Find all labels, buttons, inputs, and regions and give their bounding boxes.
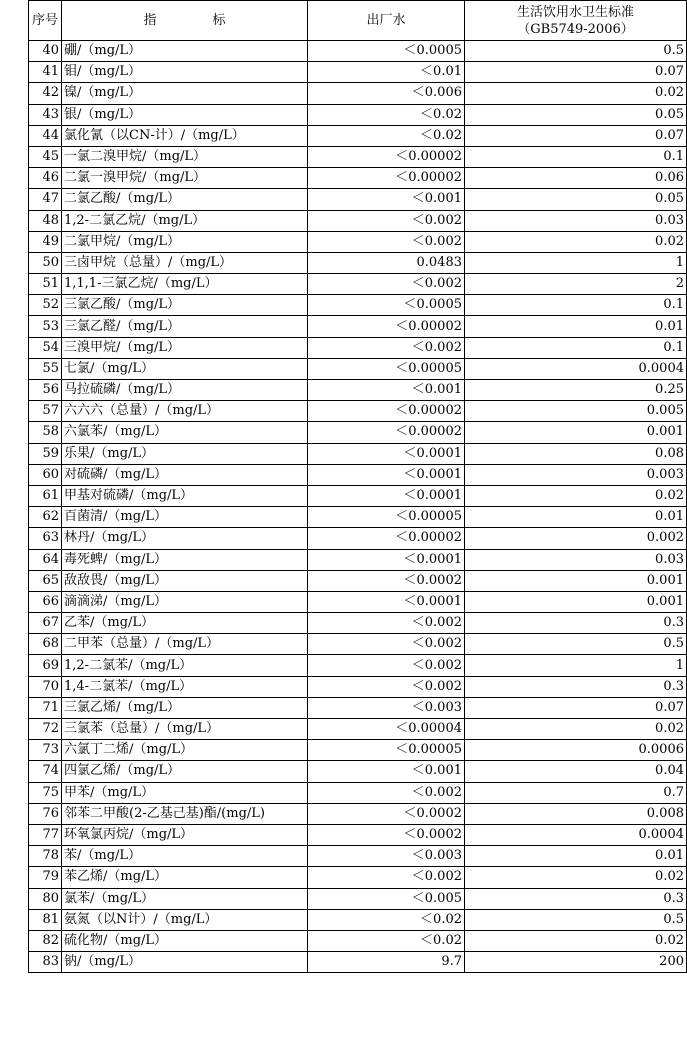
row-standard-value: 0.02 xyxy=(465,867,687,888)
row-indicator: 七氯/（mg/L） xyxy=(62,358,308,379)
row-standard-value: 0.5 xyxy=(465,909,687,930)
row-indicator: 乙苯/（mg/L） xyxy=(62,613,308,634)
row-standard-value: 0.001 xyxy=(465,422,687,443)
row-standard-value: 0.08 xyxy=(465,443,687,464)
row-no: 41 xyxy=(29,62,62,83)
row-indicator: 邻苯二甲酸(2-乙基己基)酯/(mg/L) xyxy=(62,803,308,824)
row-standard-value: 0.5 xyxy=(465,41,687,62)
row-indicator: 1,4-二氯苯/（mg/L） xyxy=(62,676,308,697)
header-indicator-a: 指 xyxy=(143,13,157,28)
row-indicator: 1,1,1-三氯乙烷/（mg/L） xyxy=(62,274,308,295)
row-indicator: 苯/（mg/L） xyxy=(62,846,308,867)
row-standard-value: 0.0004 xyxy=(465,358,687,379)
row-plant-water-value: ＜0.00005 xyxy=(308,358,465,379)
row-indicator: 氯苯/（mg/L） xyxy=(62,888,308,909)
table-row xyxy=(29,485,687,506)
table-row xyxy=(29,464,687,485)
table-row xyxy=(29,697,687,718)
table-header-row xyxy=(29,1,687,41)
row-standard-value: 0.001 xyxy=(465,570,687,591)
row-indicator: 六氯丁二烯/（mg/L） xyxy=(62,740,308,761)
row-standard-value: 0.04 xyxy=(465,761,687,782)
row-plant-water-value: ＜0.02 xyxy=(308,930,465,951)
row-standard-value: 0.003 xyxy=(465,464,687,485)
row-plant-water-value: 0.0483 xyxy=(308,252,465,273)
row-standard-value: 0.008 xyxy=(465,803,687,824)
row-indicator: 毒死蜱/（mg/L） xyxy=(62,549,308,570)
table-row xyxy=(29,930,687,951)
row-no: 57 xyxy=(29,401,62,422)
row-indicator: 环氧氯丙烷/（mg/L） xyxy=(62,824,308,845)
row-indicator: 三溴甲烷/（mg/L） xyxy=(62,337,308,358)
row-standard-value: 0.07 xyxy=(465,125,687,146)
row-standard-value: 0.005 xyxy=(465,401,687,422)
table-row xyxy=(29,803,687,824)
header-standard-line2: （GB5749-2006） xyxy=(517,21,634,37)
row-plant-water-value: ＜0.0001 xyxy=(308,591,465,612)
row-indicator: 氨氮（以N计）/（mg/L） xyxy=(62,909,308,930)
row-indicator: 对硫磷/（mg/L） xyxy=(62,464,308,485)
row-no: 49 xyxy=(29,231,62,252)
row-plant-water-value: ＜0.002 xyxy=(308,210,465,231)
table-body xyxy=(29,41,687,973)
row-standard-value: 0.05 xyxy=(465,189,687,210)
row-indicator: 三氯乙烯/（mg/L） xyxy=(62,697,308,718)
row-no: 66 xyxy=(29,591,62,612)
table-row xyxy=(29,846,687,867)
row-no: 63 xyxy=(29,528,62,549)
table-row xyxy=(29,528,687,549)
row-standard-value: 2 xyxy=(465,274,687,295)
row-plant-water-value: ＜0.0005 xyxy=(308,295,465,316)
row-no: 81 xyxy=(29,909,62,930)
row-plant-water-value: ＜0.003 xyxy=(308,846,465,867)
row-no: 67 xyxy=(29,613,62,634)
row-plant-water-value: ＜0.002 xyxy=(308,782,465,803)
row-plant-water-value: ＜0.0001 xyxy=(308,443,465,464)
row-indicator: 一氯二溴甲烷/（mg/L） xyxy=(62,146,308,167)
row-no: 73 xyxy=(29,740,62,761)
row-no: 79 xyxy=(29,867,62,888)
row-no: 82 xyxy=(29,930,62,951)
table-row xyxy=(29,231,687,252)
table-row xyxy=(29,62,687,83)
row-indicator: 三氯乙酸/（mg/L） xyxy=(62,295,308,316)
row-plant-water-value: ＜0.00002 xyxy=(308,146,465,167)
table-row xyxy=(29,570,687,591)
row-indicator: 二氯一溴甲烷/（mg/L） xyxy=(62,168,308,189)
header-plant-water: 出厂水 xyxy=(308,1,465,41)
row-plant-water-value: ＜0.00002 xyxy=(308,422,465,443)
row-standard-value: 0.02 xyxy=(465,719,687,740)
row-standard-value: 0.05 xyxy=(465,104,687,125)
row-no: 78 xyxy=(29,846,62,867)
row-indicator: 乐果/（mg/L） xyxy=(62,443,308,464)
row-plant-water-value: ＜0.00002 xyxy=(308,316,465,337)
row-plant-water-value: ＜0.0002 xyxy=(308,570,465,591)
row-plant-water-value: ＜0.002 xyxy=(308,337,465,358)
row-indicator: 甲苯/（mg/L） xyxy=(62,782,308,803)
row-no: 45 xyxy=(29,146,62,167)
row-standard-value: 0.07 xyxy=(465,62,687,83)
row-indicator: 甲基对硫磷/（mg/L） xyxy=(62,485,308,506)
row-no: 47 xyxy=(29,189,62,210)
row-plant-water-value: ＜0.002 xyxy=(308,634,465,655)
row-standard-value: 0.3 xyxy=(465,613,687,634)
row-indicator: 1,2-二氯乙烷/（mg/L） xyxy=(62,210,308,231)
row-no: 59 xyxy=(29,443,62,464)
table-row xyxy=(29,676,687,697)
table-row xyxy=(29,952,687,973)
row-standard-value: 0.1 xyxy=(465,146,687,167)
table-row xyxy=(29,549,687,570)
row-plant-water-value: ＜0.0001 xyxy=(308,464,465,485)
table-row xyxy=(29,316,687,337)
row-indicator: 氯化氰（以CN-计）/（mg/L） xyxy=(62,125,308,146)
row-plant-water-value: ＜0.002 xyxy=(308,867,465,888)
table-row xyxy=(29,210,687,231)
table-row xyxy=(29,634,687,655)
row-plant-water-value: ＜0.0005 xyxy=(308,41,465,62)
row-standard-value: 0.5 xyxy=(465,634,687,655)
row-indicator: 钼/（mg/L） xyxy=(62,62,308,83)
row-no: 46 xyxy=(29,168,62,189)
table-row xyxy=(29,740,687,761)
row-standard-value: 0.0004 xyxy=(465,824,687,845)
row-standard-value: 1 xyxy=(465,655,687,676)
table-row xyxy=(29,867,687,888)
row-plant-water-value: ＜0.001 xyxy=(308,761,465,782)
row-no: 50 xyxy=(29,252,62,273)
row-plant-water-value: ＜0.00002 xyxy=(308,528,465,549)
row-standard-value: 0.25 xyxy=(465,380,687,401)
row-plant-water-value: ＜0.00005 xyxy=(308,507,465,528)
row-no: 52 xyxy=(29,295,62,316)
row-plant-water-value: ＜0.00005 xyxy=(308,740,465,761)
header-no: 序号 xyxy=(29,1,62,41)
row-no: 70 xyxy=(29,676,62,697)
row-no: 77 xyxy=(29,824,62,845)
row-no: 60 xyxy=(29,464,62,485)
row-indicator: 六氯苯/（mg/L） xyxy=(62,422,308,443)
row-indicator: 三氯乙醛/（mg/L） xyxy=(62,316,308,337)
table-row xyxy=(29,761,687,782)
row-plant-water-value: ＜0.006 xyxy=(308,83,465,104)
water-quality-table xyxy=(28,0,687,973)
table-row xyxy=(29,104,687,125)
table-row xyxy=(29,591,687,612)
table-row xyxy=(29,613,687,634)
row-plant-water-value: ＜0.001 xyxy=(308,380,465,401)
table-row xyxy=(29,358,687,379)
row-no: 80 xyxy=(29,888,62,909)
row-indicator: 硼/（mg/L） xyxy=(62,41,308,62)
row-no: 83 xyxy=(29,952,62,973)
header-standard-line1: 生活饮用水卫生标准 xyxy=(516,4,634,20)
table-row xyxy=(29,422,687,443)
table-row xyxy=(29,507,687,528)
row-standard-value: 0.1 xyxy=(465,337,687,358)
row-indicator: 百菌清/（mg/L） xyxy=(62,507,308,528)
row-standard-value: 0.01 xyxy=(465,507,687,528)
row-indicator: 六六六（总量）/（mg/L） xyxy=(62,401,308,422)
row-plant-water-value: 9.7 xyxy=(308,952,465,973)
row-plant-water-value: ＜0.00002 xyxy=(308,168,465,189)
table-row xyxy=(29,295,687,316)
row-no: 58 xyxy=(29,422,62,443)
row-no: 44 xyxy=(29,125,62,146)
row-no: 43 xyxy=(29,104,62,125)
row-standard-value: 200 xyxy=(465,952,687,973)
row-plant-water-value: ＜0.02 xyxy=(308,125,465,146)
header-indicator-b: 标 xyxy=(212,13,226,28)
row-no: 76 xyxy=(29,803,62,824)
row-indicator: 滴滴涕/（mg/L） xyxy=(62,591,308,612)
table-row xyxy=(29,41,687,62)
table-row xyxy=(29,337,687,358)
table-row xyxy=(29,380,687,401)
row-indicator: 二甲苯（总量）/（mg/L） xyxy=(62,634,308,655)
row-standard-value: 0.01 xyxy=(465,846,687,867)
row-indicator: 银/（mg/L） xyxy=(62,104,308,125)
row-indicator: 镍/（mg/L） xyxy=(62,83,308,104)
row-plant-water-value: ＜0.003 xyxy=(308,697,465,718)
row-no: 62 xyxy=(29,507,62,528)
row-no: 42 xyxy=(29,83,62,104)
row-standard-value: 0.02 xyxy=(465,485,687,506)
row-plant-water-value: ＜0.0002 xyxy=(308,803,465,824)
row-standard-value: 0.03 xyxy=(465,210,687,231)
row-no: 71 xyxy=(29,697,62,718)
row-plant-water-value: ＜0.002 xyxy=(308,231,465,252)
row-indicator: 1,2-二氯苯/（mg/L） xyxy=(62,655,308,676)
row-no: 74 xyxy=(29,761,62,782)
table-row xyxy=(29,252,687,273)
row-standard-value: 0.001 xyxy=(465,591,687,612)
header-indicator xyxy=(62,1,308,41)
row-indicator: 三氯苯（总量）/（mg/L） xyxy=(62,719,308,740)
table-row xyxy=(29,909,687,930)
table-row xyxy=(29,125,687,146)
row-plant-water-value: ＜0.0001 xyxy=(308,485,465,506)
row-no: 53 xyxy=(29,316,62,337)
row-plant-water-value: ＜0.02 xyxy=(308,909,465,930)
row-no: 51 xyxy=(29,274,62,295)
row-no: 68 xyxy=(29,634,62,655)
row-no: 40 xyxy=(29,41,62,62)
row-standard-value: 1 xyxy=(465,252,687,273)
row-indicator: 二氯甲烷/（mg/L） xyxy=(62,231,308,252)
table-row xyxy=(29,168,687,189)
row-indicator: 硫化物/（mg/L） xyxy=(62,930,308,951)
row-plant-water-value: ＜0.0001 xyxy=(308,549,465,570)
table-row xyxy=(29,655,687,676)
row-plant-water-value: ＜0.002 xyxy=(308,613,465,634)
row-no: 75 xyxy=(29,782,62,803)
row-standard-value: 0.02 xyxy=(465,930,687,951)
row-indicator: 马拉硫磷/（mg/L） xyxy=(62,380,308,401)
row-indicator: 苯乙烯/（mg/L） xyxy=(62,867,308,888)
header-standard xyxy=(465,1,687,41)
row-plant-water-value: ＜0.01 xyxy=(308,62,465,83)
row-standard-value: 0.07 xyxy=(465,697,687,718)
row-no: 72 xyxy=(29,719,62,740)
table-row xyxy=(29,401,687,422)
row-indicator: 林丹/（mg/L） xyxy=(62,528,308,549)
row-plant-water-value: ＜0.0002 xyxy=(308,824,465,845)
row-standard-value: 0.0006 xyxy=(465,740,687,761)
row-standard-value: 0.002 xyxy=(465,528,687,549)
row-plant-water-value: ＜0.00002 xyxy=(308,401,465,422)
row-no: 65 xyxy=(29,570,62,591)
table-row xyxy=(29,274,687,295)
row-no: 48 xyxy=(29,210,62,231)
row-no: 55 xyxy=(29,358,62,379)
row-standard-value: 0.1 xyxy=(465,295,687,316)
row-indicator: 敌敌畏/（mg/L） xyxy=(62,570,308,591)
row-plant-water-value: ＜0.00004 xyxy=(308,719,465,740)
row-indicator: 四氯乙烯/（mg/L） xyxy=(62,761,308,782)
row-no: 69 xyxy=(29,655,62,676)
table-row xyxy=(29,443,687,464)
row-standard-value: 0.02 xyxy=(465,83,687,104)
row-standard-value: 0.02 xyxy=(465,231,687,252)
table-row xyxy=(29,719,687,740)
row-indicator: 钠/（mg/L） xyxy=(62,952,308,973)
table-row xyxy=(29,83,687,104)
table-row xyxy=(29,146,687,167)
row-plant-water-value: ＜0.005 xyxy=(308,888,465,909)
row-indicator: 三卤甲烷（总量）/（mg/L） xyxy=(62,252,308,273)
row-no: 61 xyxy=(29,485,62,506)
row-standard-value: 0.3 xyxy=(465,888,687,909)
table-row xyxy=(29,782,687,803)
row-standard-value: 0.3 xyxy=(465,676,687,697)
row-no: 56 xyxy=(29,380,62,401)
table-row xyxy=(29,824,687,845)
row-plant-water-value: ＜0.02 xyxy=(308,104,465,125)
row-no: 54 xyxy=(29,337,62,358)
row-standard-value: 0.7 xyxy=(465,782,687,803)
table-row xyxy=(29,189,687,210)
row-plant-water-value: ＜0.001 xyxy=(308,189,465,210)
row-no: 64 xyxy=(29,549,62,570)
row-standard-value: 0.01 xyxy=(465,316,687,337)
row-indicator: 二氯乙酸/（mg/L） xyxy=(62,189,308,210)
row-standard-value: 0.03 xyxy=(465,549,687,570)
row-plant-water-value: ＜0.002 xyxy=(308,676,465,697)
table-row xyxy=(29,888,687,909)
row-plant-water-value: ＜0.002 xyxy=(308,274,465,295)
row-standard-value: 0.06 xyxy=(465,168,687,189)
row-plant-water-value: ＜0.002 xyxy=(308,655,465,676)
